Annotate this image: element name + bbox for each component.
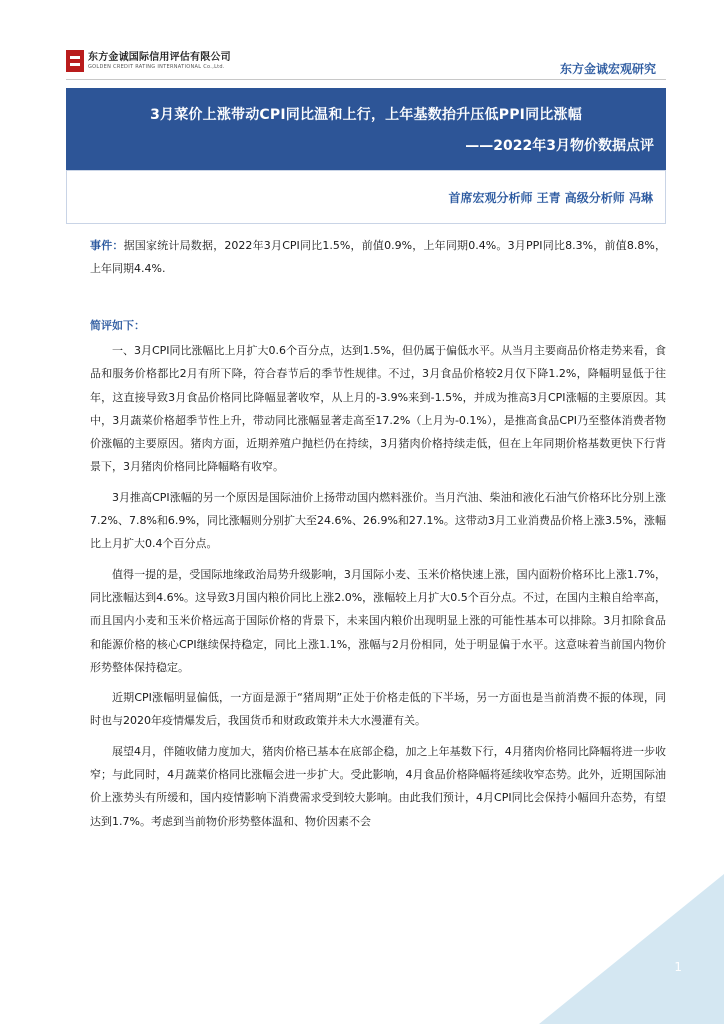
- department-name: 东方金诚宏观研究: [559, 62, 656, 76]
- author-names: 首席宏观分析师 王青 高级分析师 冯琳: [448, 191, 653, 205]
- report-subtitle: ——2022年3月物价数据点评: [465, 138, 654, 154]
- company-name-cn: 东方金诚国际信用评估有限公司: [88, 51, 231, 63]
- event-label: 事件：: [90, 239, 124, 252]
- company-logo: [66, 50, 231, 72]
- review-paragraphs: [90, 339, 666, 840]
- paragraph-5: 展望4月，伴随收储力度加大，猪肉价格已基本在底部企稳，加之上年基数下行，4月猪肉价格同比降幅将进一步收窄；与此同时，4月蔬菜价格同比涨幅会进一步扩大。受此影响，4月食品价格降幅将延续收窄态势。此外，近期国际油价上涨势头有所缓和，国内疫情影响下消费需求受到较大影响。由此我们预计，4月CPI同比会保持小幅回升态势，有望达到1.7%。考虑到当前物价形势整体温和、物价因素不会: [90, 744, 666, 828]
- header-divider: [66, 79, 666, 80]
- paragraph-1: 一、3月CPI同比涨幅比上月扩大0.6个百分点，达到1.5%，但仍属于偏低水平。从当月主要商品价格走势来看，食品和服务价格都比2月有所下降，符合春节后的季节性规律。不过，3月食品价格较2月仅下降1.2%，降幅明显低于往年，这直接导致3月食品价格同比降幅显著收窄，从上月的-3.9%来到-1.5%，并成为推高3月CPI涨幅的主要原因。其中，3月蔬菜价格超季节性上升，带动同比涨幅显著走高至17.2%（上月为-0.1%），是推高食品CPI乃至整体消费者物价涨幅的主要原因。猪肉方面，近期养殖户抛栏仍在持续，3月猪肉价格持续走低，但在上年同期价格基数更快下行背景下，3月猪肉价格同比降幅略有收窄。: [90, 344, 666, 474]
- page-header: [0, 0, 724, 88]
- title-banner: [66, 88, 666, 170]
- event-paragraph: [90, 234, 666, 281]
- company-name-en: GOLDEN CREDIT RATING INTERNATIONAL Co.,Ltd.: [88, 63, 225, 70]
- report-title: 3月菜价上涨带动CPI同比温和上行，上年基数抬升压低PPI同比涨幅: [150, 107, 582, 123]
- logo-icon: [66, 50, 84, 72]
- page-number: 1: [674, 960, 682, 974]
- paragraph-3: 值得一提的是，受国际地缘政治局势升级影响，3月国际小麦、玉米价格快速上涨，国内面粉价格环比上涨1.7%，同比涨幅达到4.6%。这导致3月国内粮价同比上涨2.0%，涨幅较上月扩大0.5个百分点。不过，在国内主粮自给率高，而且国内小麦和玉米价格远高于国际价格的背景下，未来国内粮价出现明显上涨的可能性基本可以排除。3月扣除食品和能源价格的核心CPI继续保持稳定，同比上涨1.1%，涨幅与2月份相同，处于明显偏于水平。这意味着当前国内物价形势整体保持稳定。: [90, 567, 666, 674]
- paragraph-4: 近期CPI涨幅明显偏低，一方面是源于“猪周期”正处于价格走低的下半场，另一方面也是当前消费不振的体现，同时也与2020年疫情爆发后，我国货币和财政政策并未大水漫灌有关。: [90, 691, 666, 728]
- author-panel: [66, 170, 666, 224]
- corner-decoration: [539, 874, 724, 1024]
- review-heading: 简评如下：: [90, 319, 145, 332]
- event-text: 据国家统计局数据，2022年3月CPI同比1.5%，前值0.9%，上年同期0.4%。3月PPI同比8.3%，前值8.8%，上年同期4.4%.: [90, 239, 666, 276]
- paragraph-2: 3月推高CPI涨幅的另一个原因是国际油价上扬带动国内燃料涨价。当月汽油、柴油和液化石油气价格环比分别上涨7.2%、7.8%和6.9%，同比涨幅则分别扩大至24.6%、26.9%和27.1%。这带动3月工业消费品价格上涨3.5%，涨幅比上月扩大0.4个百分点。: [90, 490, 666, 551]
